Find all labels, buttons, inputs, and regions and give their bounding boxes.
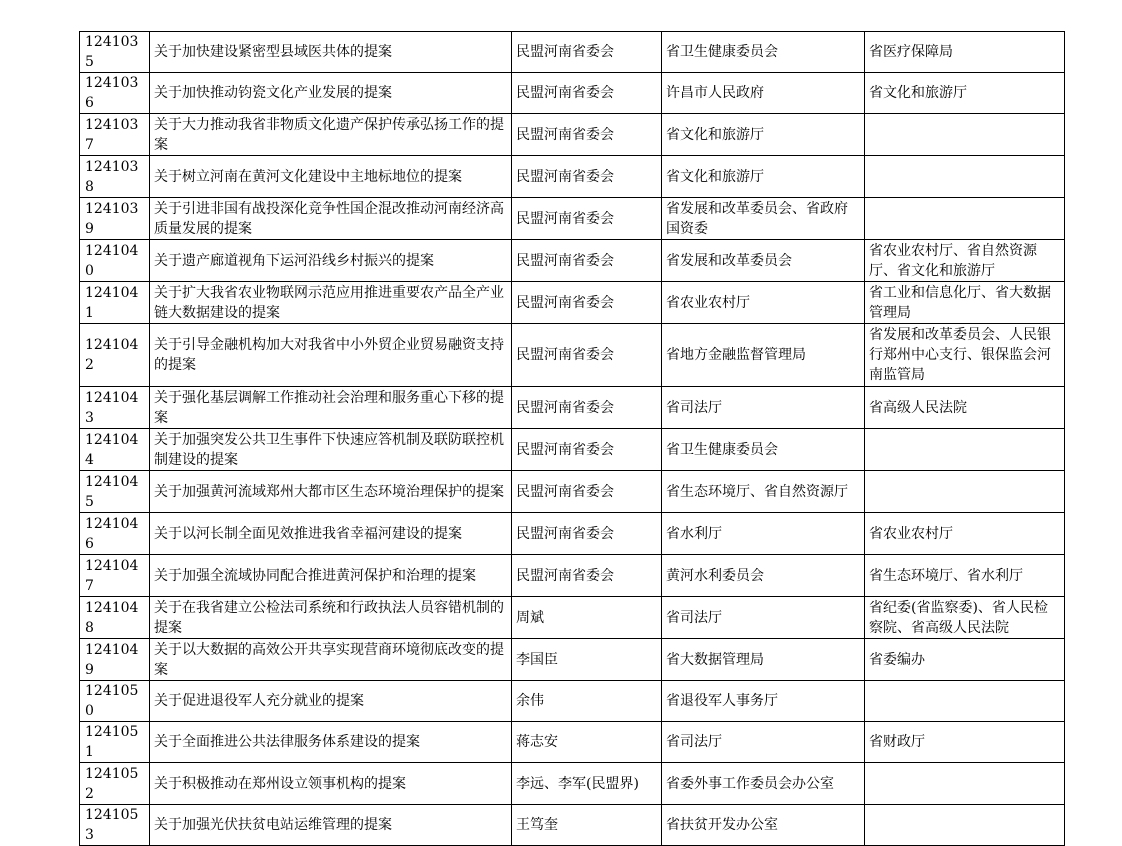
proposer-name: 民盟河南省委会 xyxy=(512,32,662,73)
proposer-name: 李远、李军(民盟界) xyxy=(512,763,662,805)
proposer-name: 蒋志安 xyxy=(512,722,662,763)
proposal-number: 1241037 xyxy=(80,114,150,156)
lead-department: 省委外事工作委员会办公室 xyxy=(662,763,865,805)
proposal-title: 关于积极推动在郑州设立领事机构的提案 xyxy=(150,763,512,805)
table-row xyxy=(80,240,1065,282)
co-department: 省发展和改革委员会、人民银行郑州中心支行、银保监会河南监管局 xyxy=(865,324,1065,387)
co-department xyxy=(865,681,1065,722)
table-row xyxy=(80,198,1065,240)
co-department: 省医疗保障局 xyxy=(865,32,1065,73)
proposal-title: 关于以大数据的高效公开共享实现营商环境彻底改变的提案 xyxy=(150,639,512,681)
proposal-table xyxy=(79,31,1065,846)
co-department: 省生态环境厅、省水利厅 xyxy=(865,555,1065,597)
proposal-number: 1241036 xyxy=(80,73,150,114)
table-row xyxy=(80,32,1065,73)
proposal-number: 1241047 xyxy=(80,555,150,597)
lead-department: 省地方金融监督管理局 xyxy=(662,324,865,387)
proposal-number: 1241045 xyxy=(80,471,150,513)
proposal-title: 关于加强黄河流域郑州大都市区生态环境治理保护的提案 xyxy=(150,471,512,513)
proposer-name: 民盟河南省委会 xyxy=(512,387,662,429)
proposal-table-body xyxy=(80,32,1065,846)
proposal-title: 关于扩大我省农业物联网示范应用推进重要农产品全产业链大数据建设的提案 xyxy=(150,282,512,324)
proposal-number: 1241040 xyxy=(80,240,150,282)
proposal-number: 1241052 xyxy=(80,763,150,805)
table-row xyxy=(80,387,1065,429)
co-department: 省高级人民法院 xyxy=(865,387,1065,429)
table-row xyxy=(80,73,1065,114)
proposal-number: 1241041 xyxy=(80,282,150,324)
co-department xyxy=(865,198,1065,240)
lead-department: 许昌市人民政府 xyxy=(662,73,865,114)
proposal-title: 关于在我省建立公检法司系统和行政执法人员容错机制的提案 xyxy=(150,597,512,639)
table-row xyxy=(80,597,1065,639)
co-department: 省财政厅 xyxy=(865,722,1065,763)
proposal-number: 1241044 xyxy=(80,429,150,471)
proposal-title: 关于促进退役军人充分就业的提案 xyxy=(150,681,512,722)
proposal-title: 关于遗产廊道视角下运河沿线乡村振兴的提案 xyxy=(150,240,512,282)
proposer-name: 民盟河南省委会 xyxy=(512,73,662,114)
proposal-title: 关于加快建设紧密型县域医共体的提案 xyxy=(150,32,512,73)
proposal-title: 关于树立河南在黄河文化建设中主地标地位的提案 xyxy=(150,156,512,198)
lead-department: 省文化和旅游厅 xyxy=(662,156,865,198)
table-row xyxy=(80,156,1065,198)
co-department: 省文化和旅游厅 xyxy=(865,73,1065,114)
table-row xyxy=(80,639,1065,681)
proposal-title: 关于引导金融机构加大对我省中小外贸企业贸易融资支持的提案 xyxy=(150,324,512,387)
lead-department: 黄河水利委员会 xyxy=(662,555,865,597)
proposer-name: 民盟河南省委会 xyxy=(512,198,662,240)
co-department: 省农业农村厅、省自然资源厅、省文化和旅游厅 xyxy=(865,240,1065,282)
table-row xyxy=(80,429,1065,471)
proposer-name: 民盟河南省委会 xyxy=(512,156,662,198)
lead-department: 省大数据管理局 xyxy=(662,639,865,681)
proposer-name: 李国臣 xyxy=(512,639,662,681)
co-department: 省农业农村厅 xyxy=(865,513,1065,555)
proposer-name: 王笃奎 xyxy=(512,805,662,846)
proposer-name: 周斌 xyxy=(512,597,662,639)
proposal-number: 1241048 xyxy=(80,597,150,639)
proposal-number: 1241043 xyxy=(80,387,150,429)
table-row xyxy=(80,324,1065,387)
proposer-name: 余伟 xyxy=(512,681,662,722)
table-row xyxy=(80,681,1065,722)
proposal-title: 关于全面推进公共法律服务体系建设的提案 xyxy=(150,722,512,763)
proposer-name: 民盟河南省委会 xyxy=(512,240,662,282)
proposal-title: 关于强化基层调解工作推动社会治理和服务重心下移的提案 xyxy=(150,387,512,429)
co-department: 省工业和信息化厅、省大数据管理局 xyxy=(865,282,1065,324)
table-row xyxy=(80,555,1065,597)
lead-department: 省发展和改革委员会、省政府国资委 xyxy=(662,198,865,240)
co-department xyxy=(865,763,1065,805)
proposal-number: 1241049 xyxy=(80,639,150,681)
proposal-number: 1241046 xyxy=(80,513,150,555)
lead-department: 省司法厅 xyxy=(662,597,865,639)
table-row xyxy=(80,513,1065,555)
lead-department: 省发展和改革委员会 xyxy=(662,240,865,282)
lead-department: 省生态环境厅、省自然资源厅 xyxy=(662,471,865,513)
co-department xyxy=(865,114,1065,156)
proposer-name: 民盟河南省委会 xyxy=(512,282,662,324)
proposal-title: 关于大力推动我省非物质文化遗产保护传承弘扬工作的提案 xyxy=(150,114,512,156)
co-department xyxy=(865,429,1065,471)
lead-department: 省退役军人事务厅 xyxy=(662,681,865,722)
co-department xyxy=(865,805,1065,846)
lead-department: 省农业农村厅 xyxy=(662,282,865,324)
proposer-name: 民盟河南省委会 xyxy=(512,471,662,513)
proposal-number: 1241051 xyxy=(80,722,150,763)
proposal-title: 关于引进非国有战投深化竞争性国企混改推动河南经济高质量发展的提案 xyxy=(150,198,512,240)
proposer-name: 民盟河南省委会 xyxy=(512,555,662,597)
proposal-title: 关于加强突发公共卫生事件下快速应答机制及联防联控机制建设的提案 xyxy=(150,429,512,471)
lead-department: 省司法厅 xyxy=(662,387,865,429)
proposal-title: 关于加快推动钧瓷文化产业发展的提案 xyxy=(150,73,512,114)
co-department xyxy=(865,471,1065,513)
table-row xyxy=(80,722,1065,763)
table-row xyxy=(80,114,1065,156)
lead-department: 省卫生健康委员会 xyxy=(662,32,865,73)
proposal-title: 关于加强全流域协同配合推进黄河保护和治理的提案 xyxy=(150,555,512,597)
proposer-name: 民盟河南省委会 xyxy=(512,114,662,156)
table-row xyxy=(80,282,1065,324)
proposal-number: 1241039 xyxy=(80,198,150,240)
proposal-number: 1241042 xyxy=(80,324,150,387)
lead-department: 省文化和旅游厅 xyxy=(662,114,865,156)
proposal-number: 1241053 xyxy=(80,805,150,846)
proposer-name: 民盟河南省委会 xyxy=(512,513,662,555)
co-department: 省纪委(省监察委)、省人民检察院、省高级人民法院 xyxy=(865,597,1065,639)
lead-department: 省卫生健康委员会 xyxy=(662,429,865,471)
table-row xyxy=(80,805,1065,846)
lead-department: 省司法厅 xyxy=(662,722,865,763)
table-row xyxy=(80,471,1065,513)
proposal-title: 关于加强光伏扶贫电站运维管理的提案 xyxy=(150,805,512,846)
co-department: 省委编办 xyxy=(865,639,1065,681)
proposer-name: 民盟河南省委会 xyxy=(512,324,662,387)
proposal-number: 1241050 xyxy=(80,681,150,722)
proposal-number: 1241035 xyxy=(80,32,150,73)
lead-department: 省扶贫开发办公室 xyxy=(662,805,865,846)
lead-department: 省水利厅 xyxy=(662,513,865,555)
co-department xyxy=(865,156,1065,198)
proposer-name: 民盟河南省委会 xyxy=(512,429,662,471)
proposal-number: 1241038 xyxy=(80,156,150,198)
table-row xyxy=(80,763,1065,805)
proposal-title: 关于以河长制全面见效推进我省幸福河建设的提案 xyxy=(150,513,512,555)
